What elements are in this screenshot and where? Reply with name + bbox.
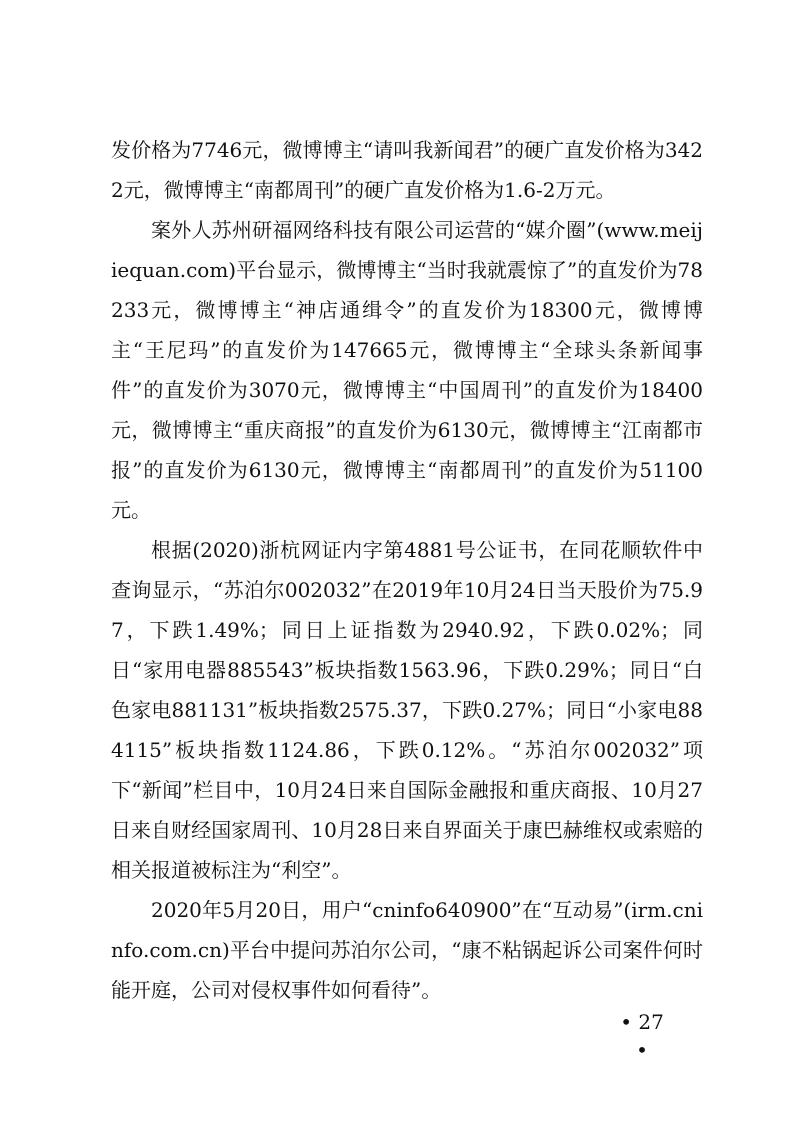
page-number: • 27 •	[620, 1010, 664, 1062]
paragraph-price-continuation: 发价格为7746元，微博博主“请叫我新闻君”的硬广直发价格为3422元，微博博主“南都周刊”的硬广直发价格为1.6-2万元。	[111, 138, 703, 202]
paragraph-investor-question: 2020年5月20日，用户“cninfo640900”在“互动易”(irm.cninfo.com.cn)平台中提问苏泊尔公司，“康不粘锅起诉公司案件何时能开庭，公司对侵权事件如何看待”。	[111, 898, 703, 1002]
paragraph-stock-query: 根据(2020)浙杭网证内字第4881号公证书，在同花顺软件中查询显示，“苏泊尔002032”在2019年10月24日当天股价为75.97，下跌1.49%；同日上证指数为2940.92，下跌0.02%；同日“家用电器885543”板块指数1563.96，下跌0.29%；同日“白色家电881131”板块指数2575.37，下跌0.27%；同日“小家电884115”板块指数1124.86，下跌0.12%。“苏泊尔002032”项下“新闻”栏目中，10月24日来自国际金融报和重庆商报、10月27日来自财经国家周刊、10月28日来自界面关于康巴赫维权或索赔的相关报道被标注为“利空”。	[111, 538, 703, 882]
document-body	[111, 130, 703, 1010]
paragraph-meijiequan-prices: 案外人苏州研福网络科技有限公司运营的“媒介圈”(www.meijiequan.com)平台显示，微博博主“当时我就震惊了”的直发价为78233元，微博博主“神店通缉令”的直发价为18300元，微博博主“王尼玛”的直发价为147665元，微博博主“全球头条新闻事件”的直发价为3070元，微博博主“中国周刊”的直发价为18400元，微博博主“重庆商报”的直发价为6130元，微博博主“江南都市报”的直发价为6130元，微博博主“南都周刊”的直发价为51100元。	[111, 218, 703, 522]
